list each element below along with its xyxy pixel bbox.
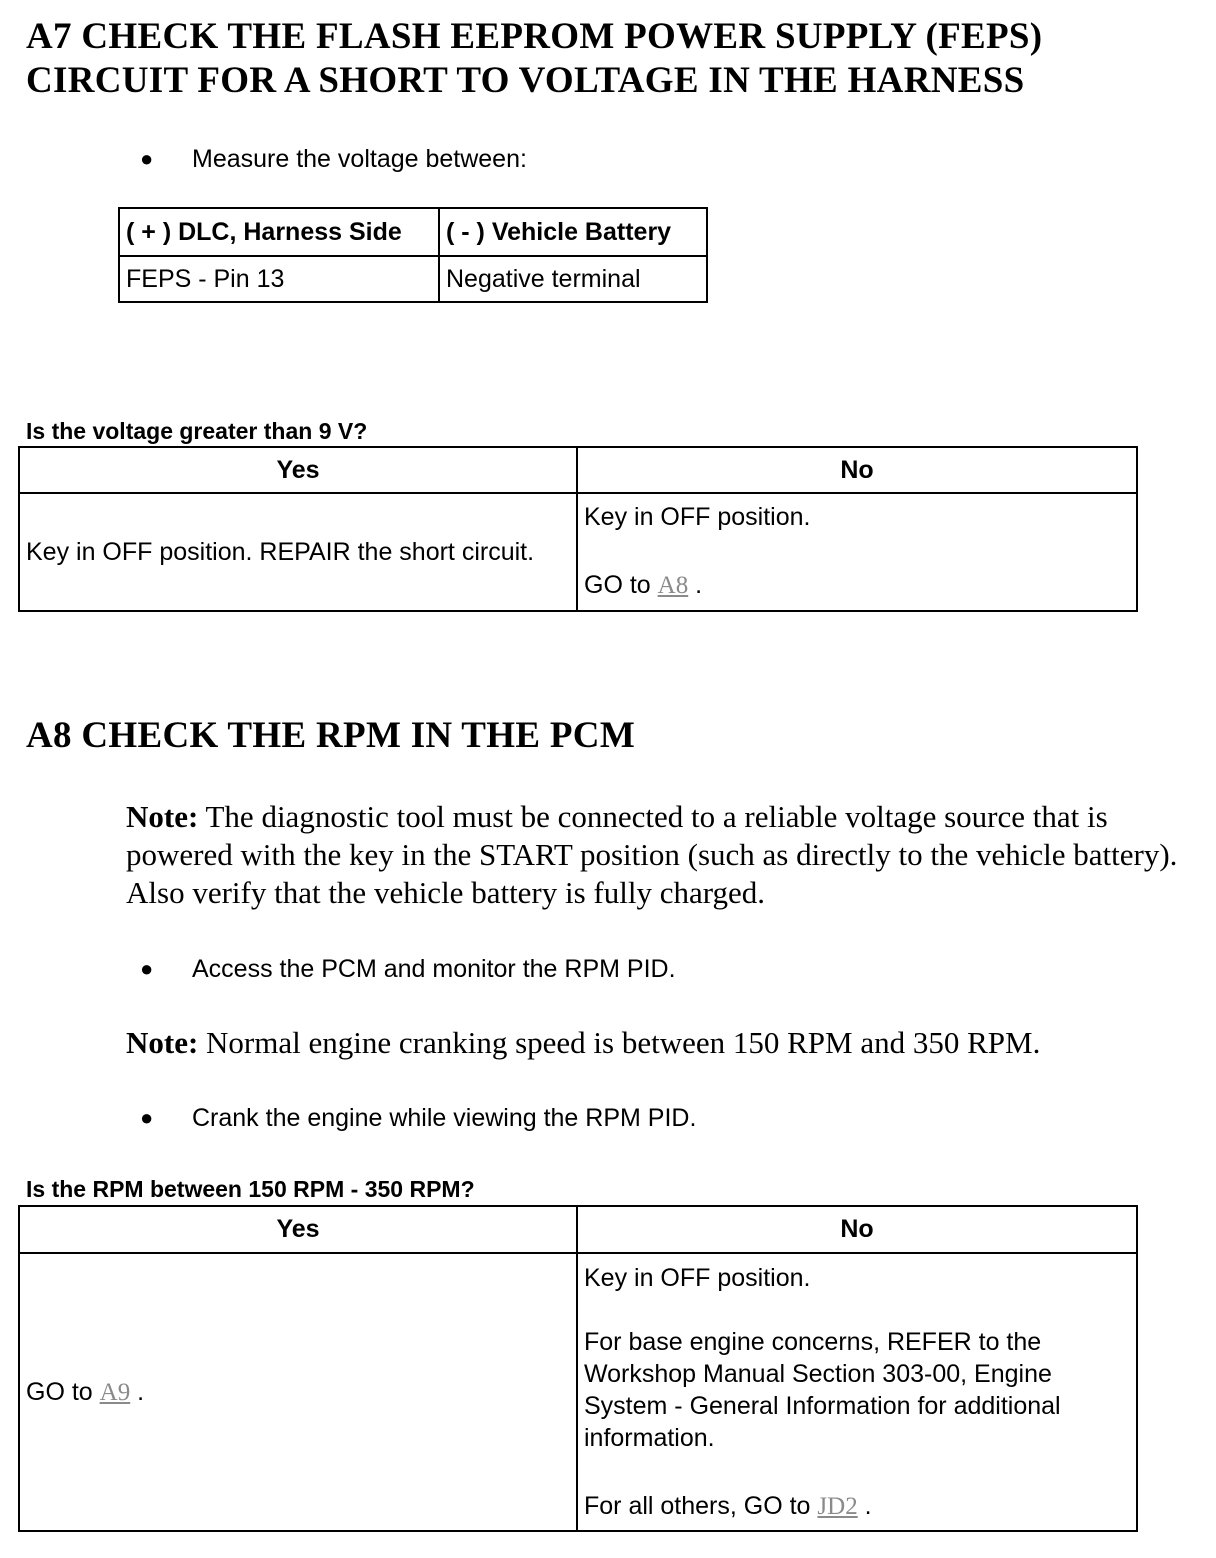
a8-note2-text: Normal engine cranking speed is between 150 RPM and 350 RPM. — [206, 1025, 1041, 1060]
a8-note1-label: Note: — [126, 799, 199, 834]
a7-yes-header: Yes — [19, 447, 577, 493]
a8-yes-goto-suffix: . — [137, 1377, 145, 1406]
a7-no-goto-suffix: . — [695, 571, 703, 599]
a8-heading: A8 CHECK THE RPM IN THE PCM — [26, 715, 636, 756]
link-jd2[interactable]: JD2 — [817, 1493, 858, 1520]
measure-cell-negative: Negative terminal — [439, 256, 707, 302]
a8-yes-goto-prefix: GO to — [26, 1377, 93, 1406]
a8-no-goto-suffix: . — [864, 1492, 872, 1520]
a8-yes-cell — [19, 1253, 577, 1531]
a7-no-goto-prefix: GO to — [584, 571, 651, 599]
a7-heading-line2: CIRCUIT FOR A SHORT TO VOLTAGE IN THE HARNESS — [26, 60, 1025, 101]
a8-note1 — [126, 798, 1196, 912]
a8-bullet1-text: Access the PCM and monitor the RPM PID. — [192, 955, 676, 983]
a8-note1-text: The diagnostic tool must be connected to a reliable voltage source that is powered with the key in the START position (such as directly to the vehicle battery). Also verify that the vehicle battery is fully charged. — [126, 799, 1178, 910]
a8-bullet2-text: Crank the engine while viewing the RPM PID. — [192, 1104, 697, 1132]
a8-no-line1: Key in OFF position. — [584, 1264, 811, 1292]
bullet-icon: ● — [140, 1105, 154, 1130]
a7-no-goto — [584, 570, 1130, 601]
a8-no-cell — [577, 1253, 1137, 1531]
measure-header-negative: ( - ) Vehicle Battery — [439, 208, 707, 256]
a7-heading-line1: A7 CHECK THE FLASH EEPROM POWER SUPPLY (FEPS) — [26, 16, 1043, 57]
a8-note2-label: Note: — [126, 1025, 199, 1060]
measure-cell-positive: FEPS - Pin 13 — [119, 256, 439, 302]
a7-no-header: No — [577, 447, 1137, 493]
link-a8[interactable]: A8 — [657, 572, 689, 599]
a7-bullet-text: Measure the voltage between: — [192, 145, 527, 173]
a7-no-line1: Key in OFF position. — [584, 503, 811, 531]
a8-no-goto-prefix: For all others, GO to — [584, 1492, 811, 1520]
link-a9[interactable]: A9 — [99, 1378, 131, 1406]
a8-answer-table — [18, 1205, 1138, 1532]
a8-no-line2: For base engine concerns, REFER to the Workshop Manual Section 303-00, Engine System - General Information for additional information. — [584, 1328, 1061, 1452]
bullet-icon: ● — [140, 146, 154, 171]
a8-no-header: No — [577, 1206, 1137, 1253]
a8-no-goto — [584, 1490, 1130, 1523]
a8-note2 — [126, 1024, 1040, 1062]
bullet-icon: ● — [140, 956, 154, 981]
a8-question: Is the RPM between 150 RPM - 350 RPM? — [26, 1176, 475, 1202]
a7-no-cell — [577, 493, 1137, 611]
a7-answer-table — [18, 446, 1138, 612]
a7-yes-cell: Key in OFF position. REPAIR the short circuit. — [19, 493, 577, 611]
a7-measure-table — [118, 207, 708, 303]
measure-header-positive: ( + ) DLC, Harness Side — [119, 208, 439, 256]
a7-question: Is the voltage greater than 9 V? — [26, 418, 368, 444]
a8-yes-header: Yes — [19, 1206, 577, 1253]
